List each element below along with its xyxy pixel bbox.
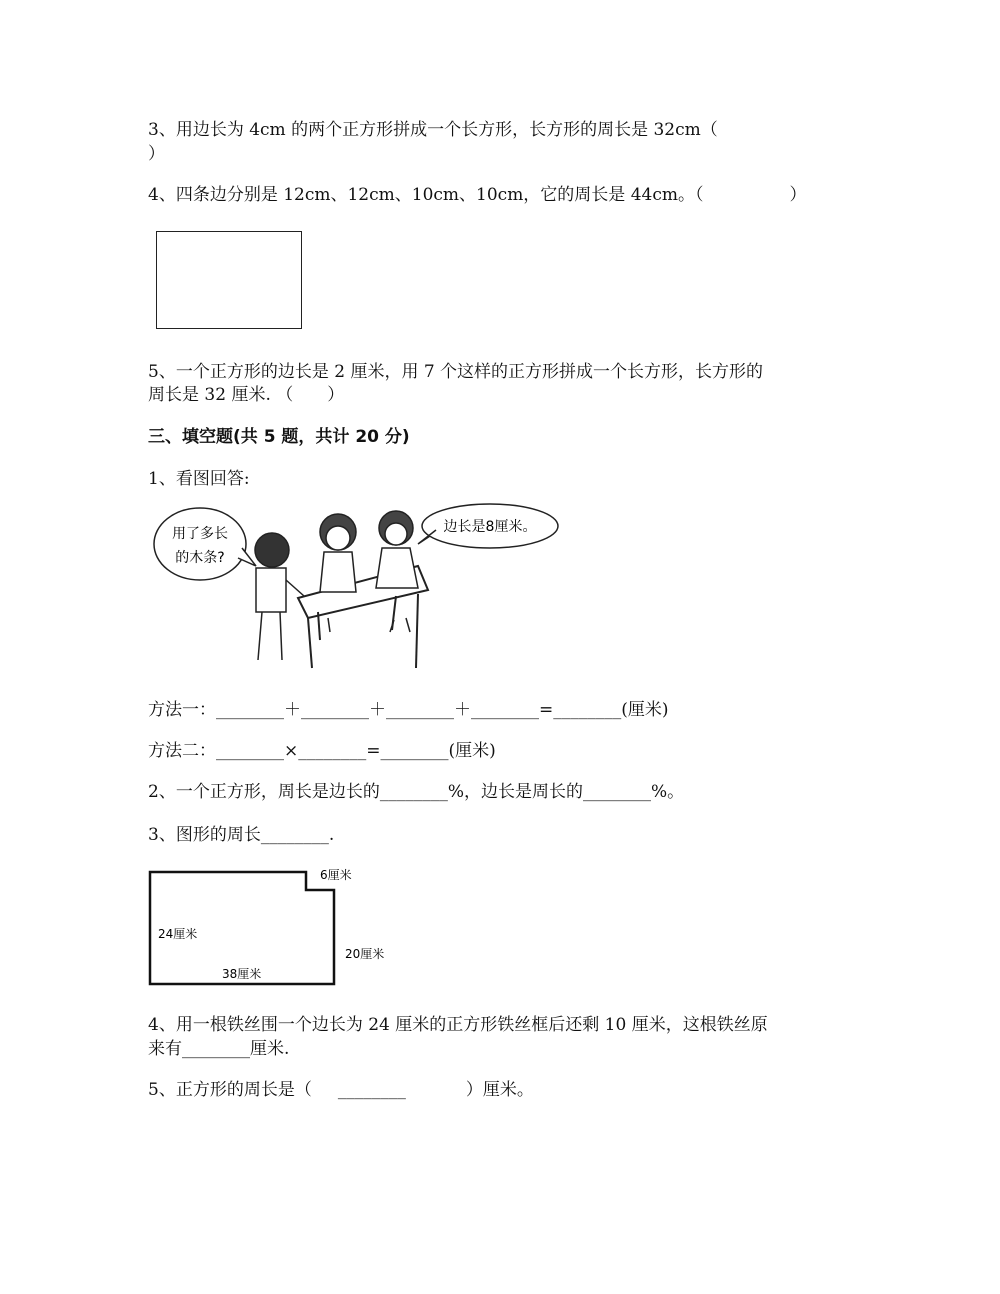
- judge-q4-close: ）: [789, 185, 807, 205]
- label-20cm: 20厘米: [345, 947, 385, 961]
- fill-q5-blank[interactable]: ________: [337, 1080, 406, 1100]
- judge-q4: [148, 183, 807, 207]
- girl-right-figure: [376, 511, 418, 632]
- rectangle-figure: [156, 231, 302, 329]
- fill-q1-method2: 方法二：________×________=________(厘米): [148, 741, 496, 761]
- bubble-left-line1: 用了多长: [172, 526, 228, 542]
- bubble-right-text: 边长是8厘米。: [443, 519, 537, 535]
- speech-bubble-right: [418, 504, 558, 548]
- judge-q5-line1: 5、一个正方形的边长是 2 厘米，用 7 个这样的正方形拼成一个长方形，长方形的: [148, 362, 764, 382]
- fill-q3: 3、图形的周长________.: [148, 825, 335, 845]
- fill-q5: [148, 1078, 534, 1102]
- bubble-left-line2: 的木条?: [175, 550, 225, 566]
- fill-q1: 1、看图回答:: [148, 469, 250, 489]
- judge-q3-line1: 3、用边长为 4cm 的两个正方形拼成一个长方形，长方形的周长是 32cm（: [148, 120, 718, 140]
- children-table-illustration: [148, 500, 598, 678]
- judge-q4-text: 4、四条边分别是 12cm、12cm、10cm、10cm，它的周长是 44cm。（: [148, 185, 704, 205]
- fill-q5-start: 5、正方形的周长是（: [148, 1080, 312, 1100]
- label-6cm: 6厘米: [320, 868, 352, 882]
- label-38cm: 38厘米: [222, 967, 262, 981]
- boy-figure: [255, 533, 304, 660]
- fill-q5-end: ）厘米。: [465, 1080, 534, 1100]
- fill-q1-method1: 方法一：________＋________＋________＋________=________(厘米): [148, 700, 669, 720]
- fill-q2: 2、一个正方形，周长是边长的________%，边长是周长的________%。: [148, 782, 685, 802]
- section3-heading: 三、填空题(共 5 题，共计 20 分): [148, 427, 410, 447]
- fill-q4-line1: 4、用一根铁丝围一个边长为 24 厘米的正方形铁丝框后还剩 10 厘米，这根铁丝原: [148, 1015, 768, 1035]
- l-shape-figure: [146, 866, 406, 992]
- label-24cm: 24厘米: [158, 927, 198, 941]
- judge-q5-line2: 周长是 32 厘米. （ ）: [148, 385, 345, 405]
- judge-q3-line2: ）: [148, 144, 165, 164]
- fill-q4-line2: 来有________厘米.: [148, 1039, 290, 1059]
- speech-bubble-left: [154, 508, 256, 580]
